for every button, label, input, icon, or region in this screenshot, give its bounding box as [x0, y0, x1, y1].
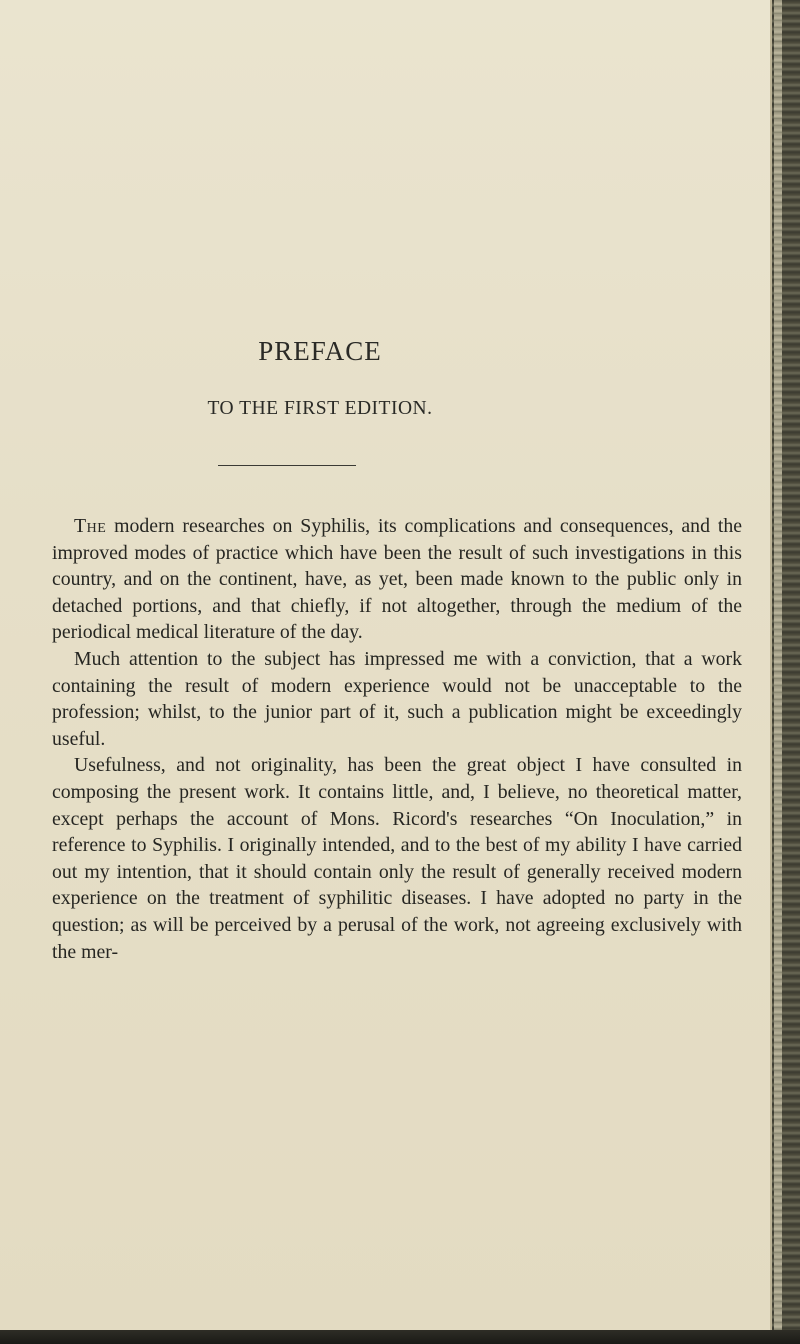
book-page-edge-inner	[774, 0, 782, 1344]
section-divider	[218, 465, 356, 466]
paragraph-2: Much attention to the subject has impressed me with a conviction, that a work containing the result of modern experience would not be unacceptable to the profession; whilst, to the junior part of it, such a publication might be exceedingly useful.	[52, 647, 742, 750]
paragraph-3: Usefulness, and not originality, has been the great object I have consulted in composing the present work. It contains little, and, I believe, no theoretical matter, except perhaps the account of Mons. Ricord's researches “On Inoculation,” in reference to Syphilis. I originally intended, and to the best of my ability I have carried out my intention, that it should contain only the result of generally received modern experience on the treatment of syphilitic diseases. I have adopted no party in the question; as will be perceived by a perusal of the work, not agreeing exclusively with the mer-	[52, 754, 742, 963]
preface-body	[52, 513, 742, 965]
paragraph-1-lead: The	[74, 515, 107, 537]
paragraph-1	[52, 513, 742, 646]
paragraph-1-text: modern researches on Syphilis, its complications and consequences, and the improved modes of practice which have been the result of such investigations in this country, and on the continent, have, as yet, been made known to the public only in detached portions, and that chiefly, if not altogether, through the medium of the periodical medical literature of the day.	[52, 515, 742, 644]
page-subtitle: TO THE FIRST EDITION.	[207, 398, 433, 419]
book-bottom-edge	[0, 1330, 800, 1344]
page-title: PREFACE	[258, 336, 382, 366]
